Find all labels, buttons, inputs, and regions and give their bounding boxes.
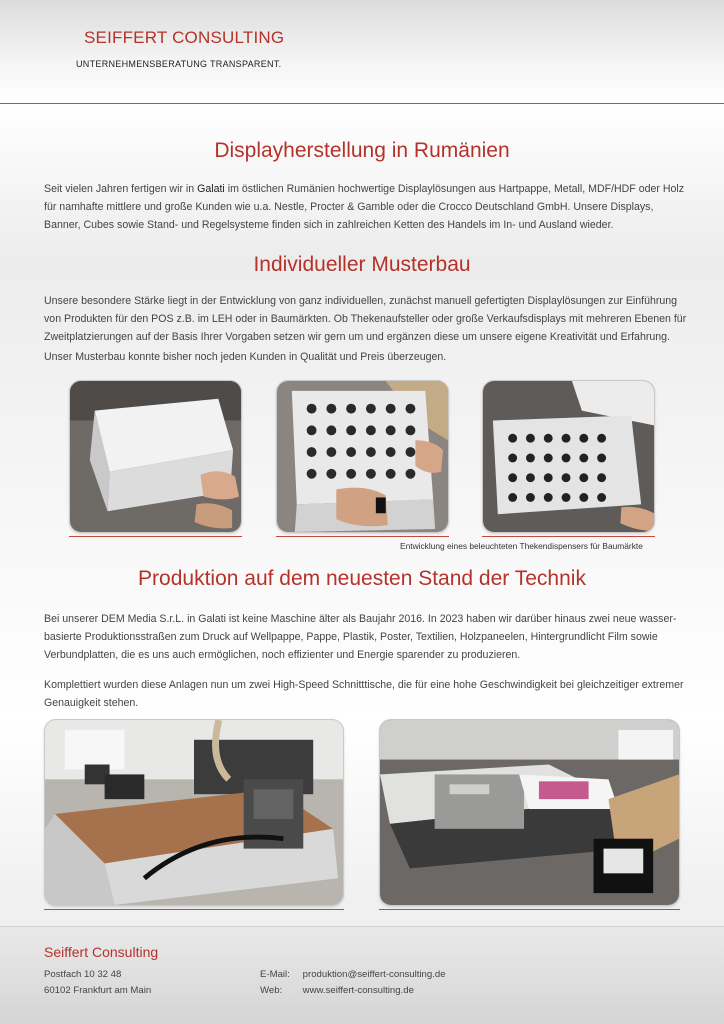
photo-caption: Entwicklung eines beleuchteten Thekendispensers für Baumärkte [400,541,643,551]
section-text-musterbau-2: Unser Musterbau konnte bisher noch jeden Kunden in Qualität und Preis überzeugen. [44,351,447,363]
photo-underline-1 [69,536,242,537]
brand-tagline: UNTERNEHMENSBERATUNG TRANSPARENT. [76,59,282,69]
footer-email-label: E-Mail: [260,969,290,980]
section-text-produktion-2: Komplettiert wurden diese Anlagen nun um zwei High-Speed Schnitttische, die für eine hohe Geschwindigkeit bei gleichzeitiger extremer Genauigkeit stehen. [44,679,684,709]
page-header [0,0,724,105]
photo-closed-box [69,380,242,533]
photo-underline-2 [276,536,449,537]
footer-brand: Seiffert Consulting [44,944,159,960]
section-text-musterbau: Unsere besondere Stärke liegt in der Entwicklung von ganz individuellen, zunächst manuell gefertigten Displaylösungen zur Einführung von Produkten für den POS z.B. im LEH oder in Baumärkten. Ob Thekenaufsteller oder große Verkaufsdisplays mit mehreren Ebenen für Zweitplatzierungen auf der Basis Ihrer Vorgaben setzen wir gern um und ergänzen diese um unsere eigene Kreativität und Erfahrung. [44,295,687,343]
section-text-displayherstellung: Seit vielen Jahren fertigen wir in Galati im östlichen Rumänien hochwertige Displaylösungen aus Hartpappe, Metall, MDF/HDF oder Holz für namhafte mittlere und große Kunden wie u.a. Nestle, Procter & Gamble oder die Crocco Deutschland GmbH. Unsere Displays, Banner, Cubes sowie Stand- und Regelsysteme finden sich in zahlreichen Ketten des Handels im In- und Ausland wieder. [44,183,685,231]
photo-underline-5 [379,909,680,910]
section-text-produktion: Bei unserer DEM Media S.r.L. in Galati ist keine Maschine älter als Baujahr 2016. In 2023 haben wir darüber hinaus zwei neue wasser-basierte Produktionsstraßen zum Druck auf Wellpappe, Pappe, Plastik, Poster, Textilien, Holzpaneelen, Hintergrundlicht Film sowie Verbundplatten, die es uns auch ermöglichen, noch effizienter und Energie sparender zu produzieren. [44,613,677,661]
brand-name: SEIFFERT CONSULTING [84,28,285,47]
footer-web-label: Web: [260,985,283,996]
photo-open-box [482,380,655,533]
footer-web-row [260,985,414,996]
highlight-galati: Galati [197,183,225,195]
footer-email-row [260,969,446,980]
footer-address-line1: Postfach 10 32 48 [44,969,122,980]
photo-hole-insert [276,380,449,533]
section-title-musterbau: Individueller Musterbau [253,253,471,276]
footer-address-line2: 60102 Frankfurt am Main [44,985,152,996]
footer-email-link[interactable]: produktion@seiffert-consulting.de [302,969,446,980]
photo-printer [379,719,680,906]
footer-web-link[interactable]: www.seiffert-consulting.de [302,985,414,996]
section-title-displayherstellung: Displayherstellung in Rumänien [214,139,510,162]
section-title-produktion: Produktion auf dem neuesten Stand der Technik [138,567,586,590]
photo-underline-3 [482,536,655,537]
photo-underline-4 [44,909,344,910]
header-divider [0,103,724,104]
photo-cutting-table [44,719,344,906]
